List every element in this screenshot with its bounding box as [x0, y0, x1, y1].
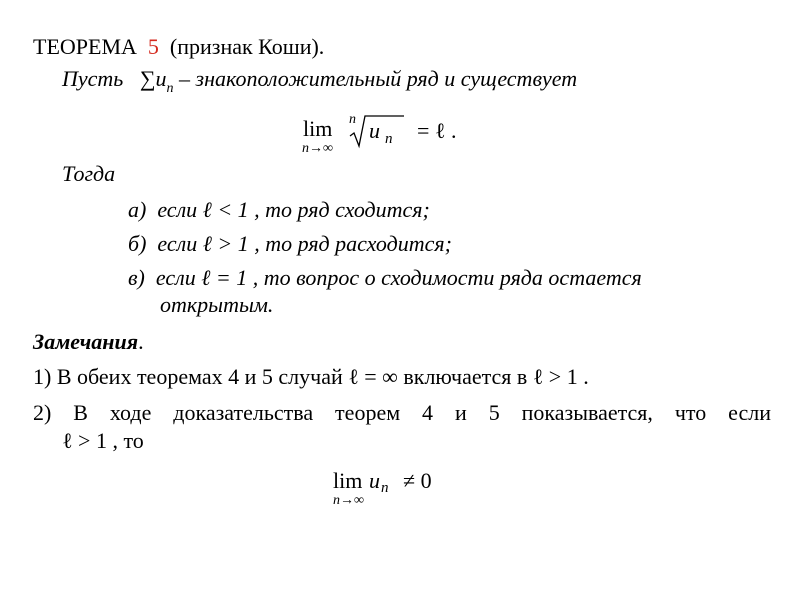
case-label: б) — [128, 231, 147, 256]
remarks-title: Замечания — [33, 329, 139, 354]
remark-2-line1: 2) В ходе доказательства теорем 4 и 5 показывается, что если — [33, 400, 771, 425]
formula2-rhs: ≠ 0 — [403, 468, 432, 493]
then-label: Тогда — [62, 161, 116, 186]
let-prefix: Пусть — [62, 66, 124, 91]
case-text: если ℓ = 1 , то вопрос о сходимости ряда остается — [155, 265, 642, 290]
formula-cauchy-limit — [300, 112, 480, 162]
theorem-prefix: ТЕОРЕМА — [33, 34, 137, 59]
theorem-heading — [33, 34, 324, 60]
remark-1: 1) В обеих теоремах 4 и 5 случай ℓ = ∞ включается в ℓ > 1 . — [33, 364, 589, 389]
lim-word: lim — [333, 468, 363, 493]
lim-word: lim — [303, 116, 333, 141]
remarks-title-dot: . — [138, 329, 144, 354]
case-text: если ℓ < 1 , то ряд сходится; — [157, 197, 430, 222]
lim-subscript: n→∞ — [333, 493, 364, 508]
theorem-name: (признак Коши). — [169, 34, 325, 59]
sum-subscript: n — [166, 81, 174, 96]
theorem-number: 5 — [147, 34, 159, 59]
lim-subscript: n→∞ — [302, 141, 333, 156]
remark-2-line2: ℓ > 1 , то — [62, 428, 144, 453]
remarks-heading — [33, 329, 144, 355]
case-a — [128, 197, 430, 223]
statement-line — [62, 66, 577, 96]
limit-variable: un — [369, 468, 389, 496]
formula1-rhs: = ℓ . — [417, 118, 457, 143]
sum-symbol: ∑u — [139, 66, 167, 91]
case-text: если ℓ > 1 , то ряд расходится; — [157, 231, 452, 256]
statement-rest: – знакоположительный ряд и существует — [179, 66, 578, 91]
case-label: а) — [128, 197, 147, 222]
case-b — [128, 231, 452, 257]
case-label: в) — [128, 265, 145, 290]
formula-lim-not-zero — [333, 468, 473, 518]
case-c — [128, 265, 642, 291]
root-index: n — [349, 112, 356, 127]
case-c-continuation: открытым. — [160, 292, 274, 317]
radicand: u $_n$ — [369, 118, 393, 147]
